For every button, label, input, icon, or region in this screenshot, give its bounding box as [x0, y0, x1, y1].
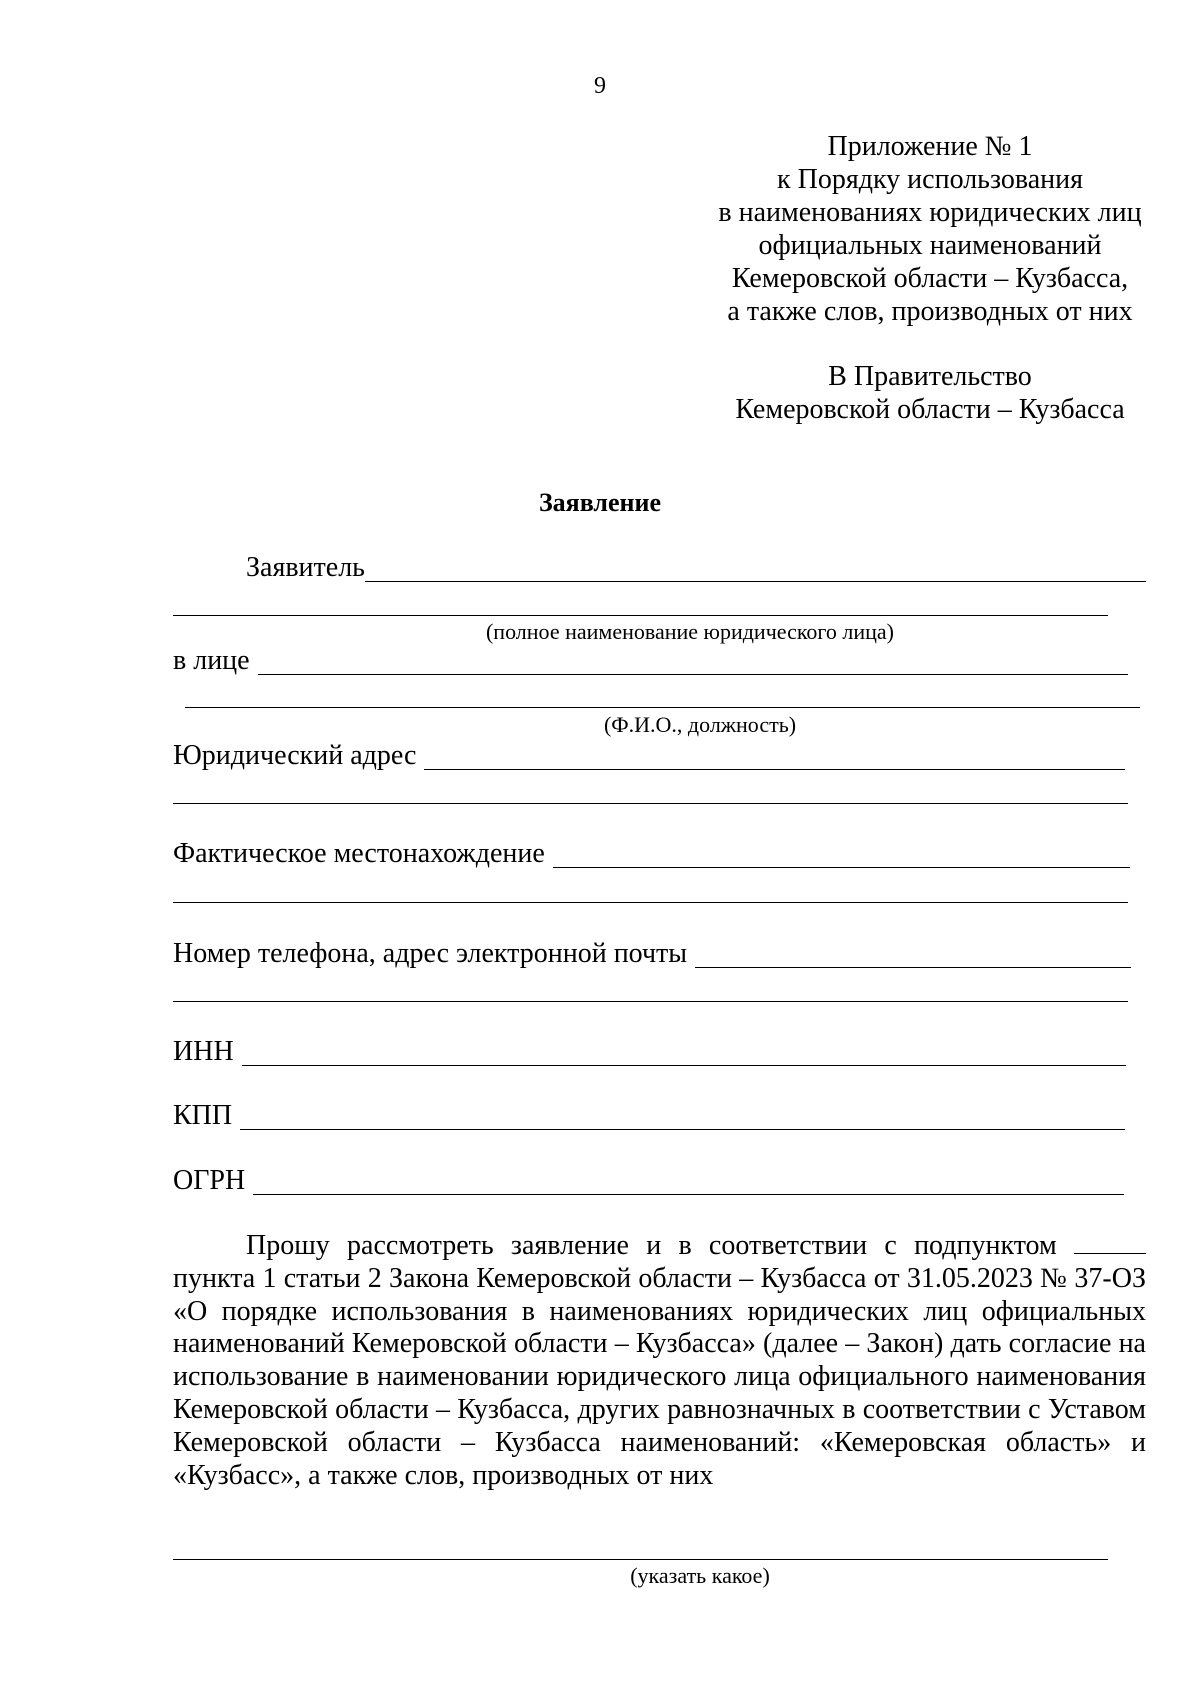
ogrn-label: ОГРН	[173, 1165, 246, 1196]
applicant-hint: (полное наименование юридического лица)	[485, 619, 895, 644]
appendix-line: в наименованиях юридических лиц	[718, 197, 1142, 228]
appendix-line: официальных наименований	[758, 230, 1102, 261]
legal-address-input-line[interactable]	[424, 745, 1125, 770]
inn-label: ИНН	[173, 1036, 234, 1067]
request-text-rest: пункта 1 статьи 2 Закона Кемеровской области – Кузбасса от 31.05.2023 № 37-ОЗ «О порядке использования в наименованиях юридических лиц официальных наименований Кемеровской области – Кузбасса» (далее – Закон) дать согласие на использование в наименовании юридического лица официального наименования Кемеровской области – Кузбасса, других равнозначных в соответствии с Уставом Кемеровской области – Кузбасса наименований: «Кемеровская область» и «Кузбасс», а также слов, производных от них	[173, 1262, 1146, 1491]
represented-hint: (Ф.И.О., должность)	[603, 712, 797, 737]
contacts-input-line[interactable]	[695, 943, 1131, 968]
ogrn-input-line[interactable]	[253, 1170, 1124, 1195]
page-number: 9	[594, 73, 606, 99]
contacts-label: Номер телефона, адрес электронной почты	[173, 938, 688, 969]
represented-input-line-2[interactable]	[185, 707, 1140, 708]
addressee-line: Кемеровской области – Кузбасса	[735, 394, 1125, 425]
appendix-line: к Порядку использования	[777, 164, 1083, 195]
appendix-header	[680, 130, 1180, 328]
appendix-line: Кемеровской области – Кузбасса,	[731, 263, 1129, 294]
addressee-line: В Правительство	[828, 361, 1032, 392]
contacts-field	[173, 938, 1131, 970]
addressee	[680, 360, 1180, 426]
actual-location-input-line[interactable]	[553, 843, 1130, 868]
represented-input-line[interactable]	[258, 650, 1128, 675]
actual-location-label: Фактическое местонахождение	[173, 838, 545, 869]
applicant-input-line-2[interactable]	[173, 615, 1108, 616]
subparagraph-blank[interactable]	[1074, 1233, 1146, 1254]
kpp-field	[173, 1100, 1125, 1132]
actual-location-field	[173, 838, 1130, 870]
appendix-line: а также слов, производных от них	[727, 296, 1133, 327]
document-title: Заявление	[538, 488, 662, 517]
request-text-start: Прошу рассмотреть заявление и в соответствии с подпунктом	[246, 1230, 1057, 1261]
ogrn-field	[173, 1165, 1124, 1197]
inn-input-line[interactable]	[242, 1041, 1126, 1066]
represented-label: в лице	[173, 645, 250, 676]
kpp-input-line[interactable]	[240, 1105, 1125, 1130]
legal-address-label: Юридический адрес	[173, 740, 417, 771]
kpp-label: КПП	[173, 1100, 233, 1131]
specify-input-line[interactable]	[173, 1559, 1108, 1560]
represented-field	[173, 645, 1128, 677]
legal-address-field	[173, 740, 1125, 772]
contacts-input-line-2[interactable]	[173, 1001, 1128, 1002]
inn-field	[173, 1036, 1126, 1068]
applicant-label: Заявитель	[246, 552, 365, 583]
specify-hint: (указать какое)	[630, 1563, 770, 1588]
request-paragraph	[173, 1230, 1146, 1492]
appendix-line: Приложение № 1	[827, 131, 1033, 162]
applicant-field	[246, 552, 1146, 584]
legal-address-input-line-2[interactable]	[173, 803, 1128, 804]
actual-location-input-line-2[interactable]	[173, 902, 1128, 903]
applicant-input-line[interactable]	[365, 557, 1146, 582]
